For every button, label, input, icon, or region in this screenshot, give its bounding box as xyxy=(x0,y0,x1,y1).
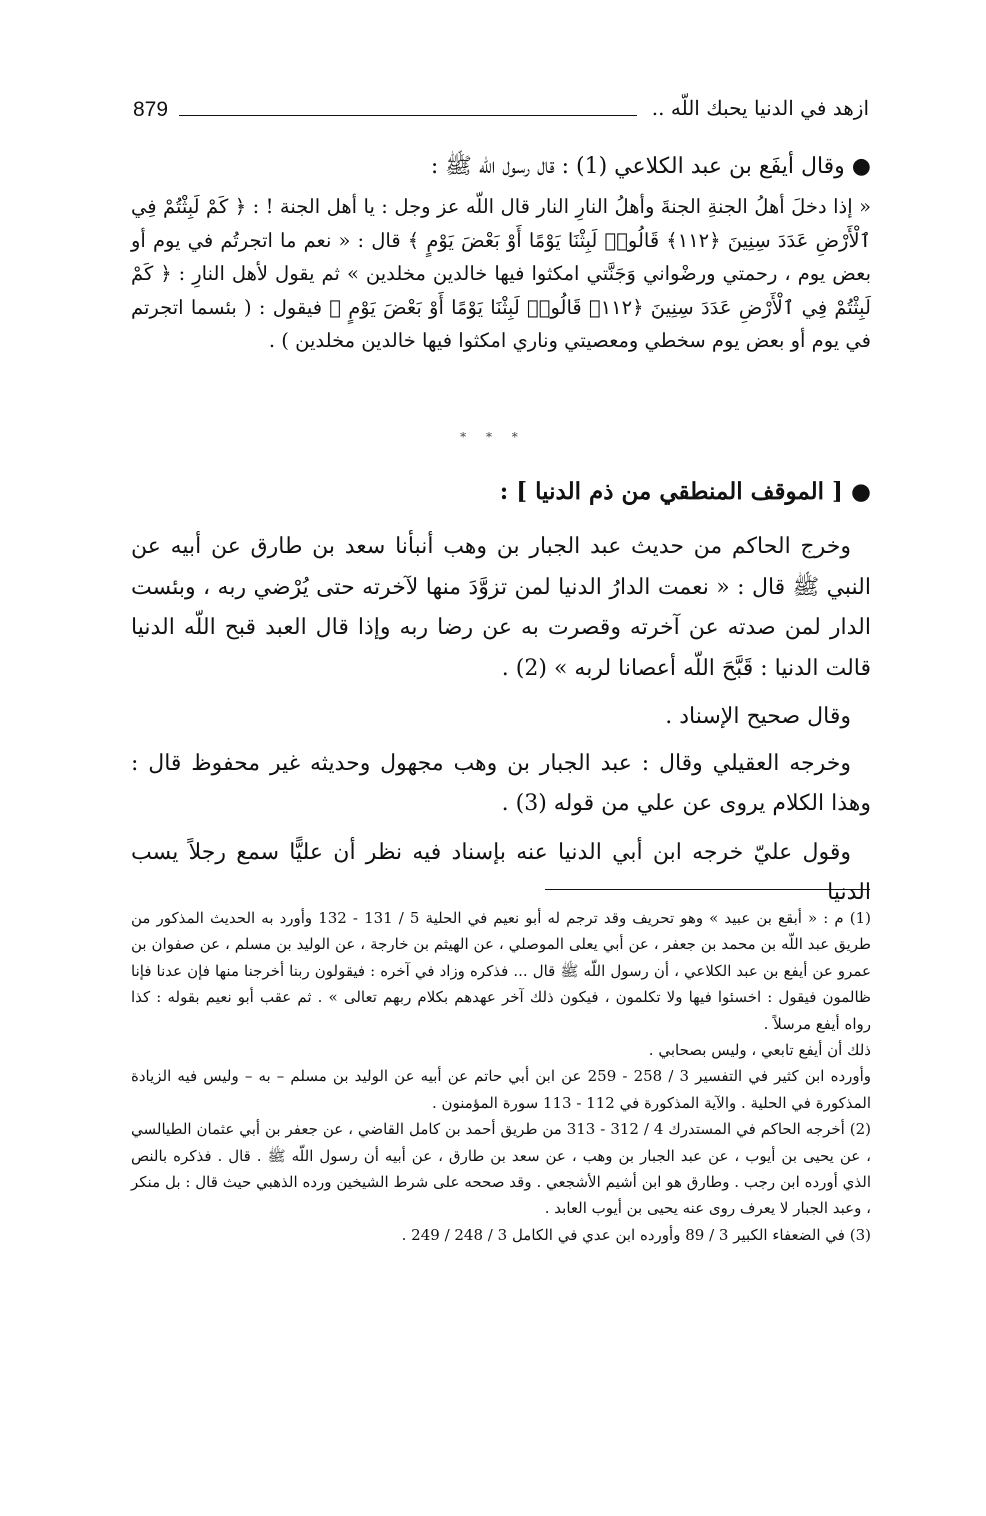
bullet-icon: ● xyxy=(850,478,871,505)
running-head xyxy=(133,96,869,132)
hadith-intro xyxy=(131,152,871,184)
body-paragraph: وقول عليّ خرجه ابن أبي الدنيا عنه بإسناد فيه نظر أن عليًّا سمع رجلاً يسب الدنيا xyxy=(131,839,871,905)
main-text xyxy=(131,527,871,922)
running-title: ازهد في الدنيا يحبك اللّه .. xyxy=(651,96,869,120)
body-paragraph: وخرجه العقيلي وقال : عبد الجبار بن وهب مجهول وحديثه غير محفوظ قال : وهذا الكلام يروى عن علي من قوله (3) . xyxy=(131,750,871,816)
hadith-intro-text: وقال أيفَع بن عبد الكلاعي (1) : قال رسول اللّه ﷺ : xyxy=(430,154,845,179)
section-heading xyxy=(131,478,871,505)
hadith-quote: « إذا دخلَ أهلُ الجنةِ الجنةَ وأهلُ النارِ النار قال اللّه عز وجل : يا أهل الجنة ! : ﴿ كَمْ لَبِثْتُمْ فِي ٱلْأَرْضِ عَدَدَ سِنِينَ ﴿١١٢﴾ قَالُوا۟ لَبِثْنَا يَوْمًا أَوْ بَعْضَ يَوْمٍ ﴾ قال : « نعم ما اتجرتُم في يوم أو بعض يوم ، رحمتي ورضْواني وَجَنَّتي امكثوا فيها خالدين مخلدين » ثم يقول لأهل النارِ : ﴿ كَمْ لَبِثْتُمْ فِي ٱلْأَرْضِ عَدَدَ سِنِينَ ﴿١١٢﴾ قَالُوا۟ لَبِثْنَا يَوْمًا أَوْ بَعْضَ يَوْمٍ ﴾ فيقول : ( بئسما اتجرتم في يوم أو بعض يوم سخطي ومعصيتي وناري امكثوا فيها خالدين مخلدين ) . xyxy=(131,195,871,352)
footnote: وأورده ابن كثير في التفسير 3 / 258 - 259 عن ابن أبي حاتم عن أبيه عن الوليد بن مسلم – به – وليس فيه الزيادة المذكورة في الحلية . والآية المذكورة في 112 - 113 سورة المؤمنون . xyxy=(131,1067,872,1112)
footnote: (1) م : « أبقع بن عبيد » وهو تحريف وقد ترجم له أبو نعيم في الحلية 5 / 131 - 132 وأورد به الحديث المذكور من طريق عبد اللّه بن محمد بن جعفر ، عن أبي يعلى الموصلي ، عن الهيثم بن خارجة ، عن الوليد بن مسلم ، عن صفوان بن عمرو عن أيفع بن عبد الكلاعي ، أن رسول اللّه ﷺ قال ... فذكره وزاد في آخره : فيقولون ربنا أخرجنا منها فإن عدنا فإنا ظالمون فيقول : اخسئوا فيها ولا تكلمون ، فيكون ذلك آخر عهدهم بكلام ربهم تعالى » . ثم عقب أبو نعيم بقوله : كذا رواه أيفع مرسلاً . xyxy=(131,909,871,1033)
section-separator: * * * xyxy=(460,430,526,444)
header-rule xyxy=(179,115,637,116)
page-number: 879 xyxy=(133,98,169,121)
body-paragraph: وقال صحيح الإسناد . xyxy=(665,704,851,729)
footnote: ذلك أن أيفع تابعي ، وليس بصحابي . xyxy=(648,1041,871,1060)
body-paragraph: وخرج الحاكم من حديث عبد الجبار بن وهب أنبأنا سعد بن طارق عن أبيه عن النبي ﷺ قال : « نعمت الدارُ الدنيا لمن تزوَّدَ منها لآخرته حتى يُرْضي ربه ، وبئست الدار لمن صدته عن آخرته وقصرت به عن رضا ربه وإذا قال العبد قبح اللّه الدنيا قالت الدنيا : قَبَّحَ اللّه أعصانا لربه » (2) . xyxy=(131,534,871,681)
footnotes xyxy=(131,905,871,1248)
footnote: (3) في الضعفاء الكبير 3 / 89 وأورده ابن عدي في الكامل 3 / 248 / 249 . xyxy=(401,1225,871,1244)
footnote: (2) أخرجه الحاكم في المستدرك 4 / 312 - 313 من طريق أحمد بن كامل القاضي ، عن جعفر بن أبي عثمان الطيالسي ، عن يحيى بن أيوب ، عن عبد الجبار بن وهب ، عن سعد بن طارق ، عن أبيه أن رسول اللّه ﷺ . قال . فذكره بالنص الذي أورده ابن رجب . وطارق هو ابن أشيم الأشجعي . وقد صححه على شرط الشيخين ورده الذهبي حيث قال : بل منكر ، وعبد الجبار لا يعرف روى عنه يحيى بن أيوب العابد . xyxy=(131,1120,872,1218)
bullet-icon: ● xyxy=(851,153,871,179)
footnote-rule xyxy=(545,889,870,890)
section-heading-text: [ الموقف المنطقي من ذم الدنيا ] : xyxy=(499,478,843,505)
